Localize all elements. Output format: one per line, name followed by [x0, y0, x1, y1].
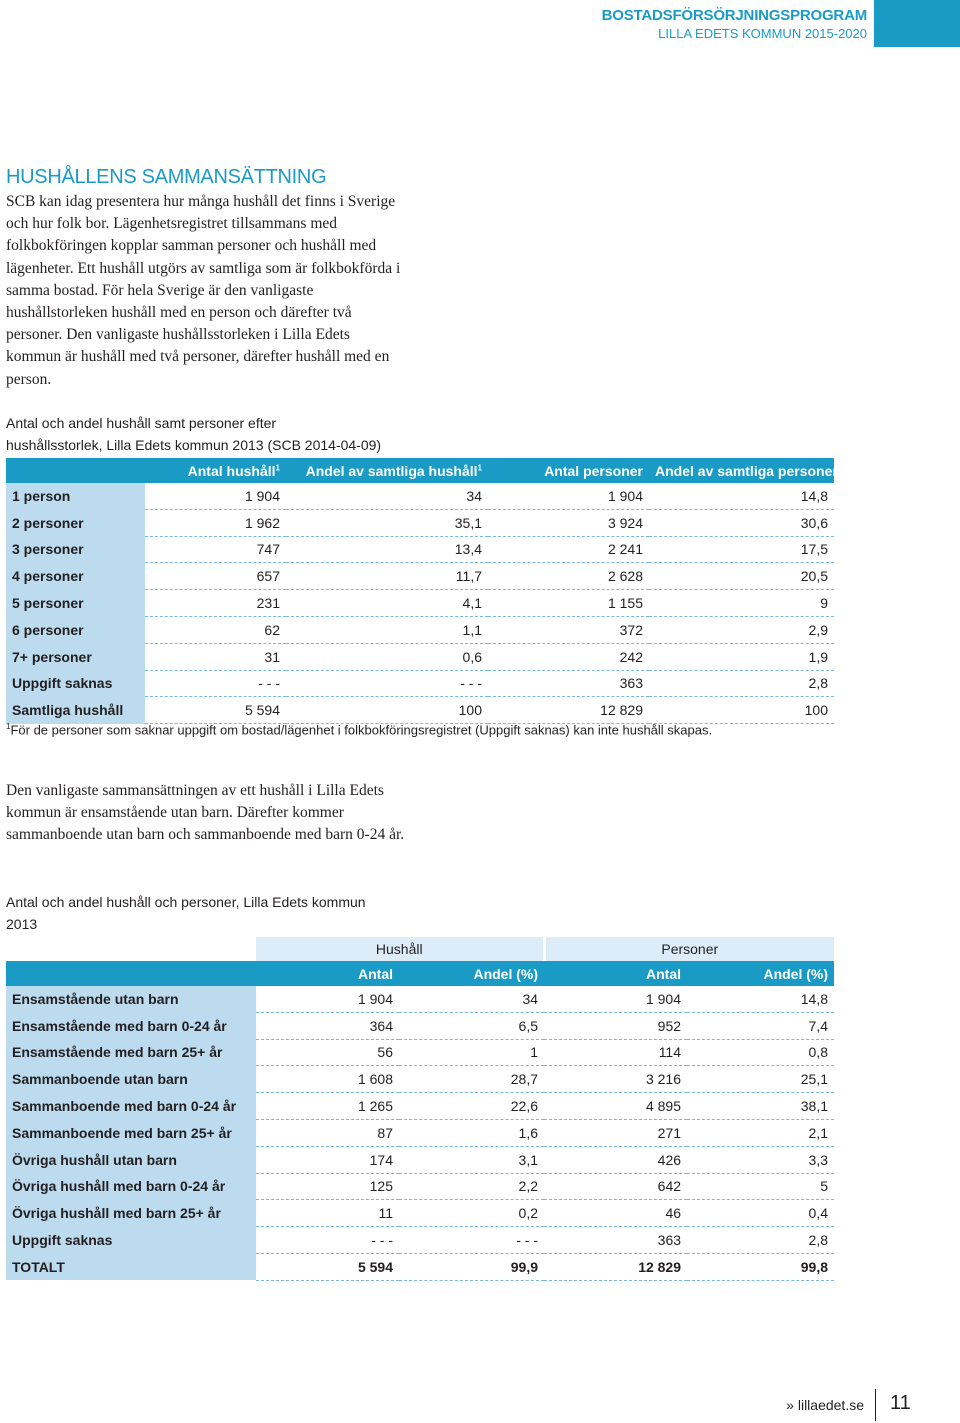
table-row — [6, 1200, 834, 1227]
table2-caption-line1: Antal och andel hushåll och personer, Lilla Edets kommun 2013 — [6, 894, 366, 932]
row-label: Övriga hushåll med barn 0-24 år — [6, 1173, 256, 1200]
cell: 0,4 — [687, 1200, 834, 1227]
row-label: 6 personer — [6, 616, 145, 643]
row-label: Ensamstående med barn 0-24 år — [6, 1012, 256, 1039]
table2-header-col1: Antal — [256, 961, 399, 986]
table-row — [6, 509, 834, 536]
table-row — [6, 1093, 834, 1120]
cell: 31 — [145, 643, 286, 670]
cell: 34 — [399, 986, 544, 1012]
cell: 1,6 — [399, 1119, 544, 1146]
table1-caption — [6, 412, 386, 456]
cell: 87 — [256, 1119, 399, 1146]
table1-caption-line1: Antal och andel hushåll samt personer efter — [6, 415, 277, 431]
table1-caption-line2: hushållsstorlek, Lilla Edets kommun 2013 (SCB 2014-04-09) — [6, 437, 382, 453]
table-row — [6, 643, 834, 670]
composition-paragraph: Den vanligaste sammansättningen av ett hushåll i Lilla Edets kommun är ensamstående utan barn. Därefter kommer sammanboende utan barn och sammanboende med barn 0-24 år. — [6, 782, 405, 844]
table-row — [6, 1012, 834, 1039]
cell: 1 904 — [488, 483, 649, 509]
row-label: Övriga hushåll med barn 25+ år — [6, 1200, 256, 1227]
cell: 1,9 — [649, 643, 834, 670]
table1-header-row — [6, 458, 834, 483]
table-total-row — [6, 1253, 834, 1280]
cell: 271 — [544, 1119, 687, 1146]
cell: 7,4 — [687, 1012, 834, 1039]
cell: 99,8 — [687, 1253, 834, 1280]
row-label: 5 personer — [6, 590, 145, 617]
table-row — [6, 1039, 834, 1066]
cell: 11 — [256, 1200, 399, 1227]
table2-group-corner — [6, 937, 256, 961]
table2-group-hushall: Hushåll — [256, 937, 544, 961]
page-number: 11 — [890, 1392, 911, 1414]
cell: 231 — [145, 590, 286, 617]
row-label: Uppgift saknas — [6, 1227, 256, 1254]
table1-header-col2: Andel av samtliga hushåll$^1$ — [286, 458, 488, 483]
document-subtitle: LILLA EDETS KOMMUN 2015-2020 — [658, 26, 867, 41]
cell: 56 — [256, 1039, 399, 1066]
cell: 12 829 — [544, 1253, 687, 1280]
cell: 242 — [488, 643, 649, 670]
row-label: 1 person — [6, 483, 145, 509]
cell: 3 924 — [488, 509, 649, 536]
cell: 20,5 — [649, 563, 834, 590]
cell: 4 895 — [544, 1093, 687, 1120]
cell: 1 962 — [145, 509, 286, 536]
cell: 364 — [256, 1012, 399, 1039]
cell: 372 — [488, 616, 649, 643]
table2-group-personer: Personer — [544, 937, 834, 961]
table-row — [6, 1146, 834, 1173]
table2-header-row — [6, 961, 834, 986]
cell: - - - — [399, 1227, 544, 1254]
table-row — [6, 563, 834, 590]
header-text — [602, 7, 867, 41]
cell: 28,7 — [399, 1066, 544, 1093]
cell: 1 265 — [256, 1093, 399, 1120]
cell: 17,5 — [649, 536, 834, 563]
cell: - - - — [286, 670, 488, 697]
cell: 0,8 — [687, 1039, 834, 1066]
row-label: Sammanboende utan barn — [6, 1066, 256, 1093]
table-row — [6, 1066, 834, 1093]
table1-header-col1: Antal hushåll$^1$ — [145, 458, 286, 483]
cell: 2 628 — [488, 563, 649, 590]
table1-body — [6, 483, 834, 724]
row-label: 7+ personer — [6, 643, 145, 670]
table1-header-col3: Antal personer — [488, 458, 649, 483]
cell: 34 — [286, 483, 488, 509]
cell: 3 216 — [544, 1066, 687, 1093]
cell: 1 155 — [488, 590, 649, 617]
table-row — [6, 590, 834, 617]
cell: 38,1 — [687, 1093, 834, 1120]
table2-body — [6, 986, 834, 1280]
table1-header-col4: Andel av samtliga personer — [649, 458, 834, 483]
row-label: Ensamstående med barn 25+ år — [6, 1039, 256, 1066]
cell: 12 829 — [488, 697, 649, 724]
cell: 2 241 — [488, 536, 649, 563]
cell: 174 — [256, 1146, 399, 1173]
row-label: Uppgift saknas — [6, 670, 145, 697]
cell: 0,6 — [286, 643, 488, 670]
table2-header-col4: Andel (%) — [687, 961, 834, 986]
row-label: 4 personer — [6, 563, 145, 590]
table-row — [6, 670, 834, 697]
household-composition-table — [6, 937, 834, 1281]
cell: 2,1 — [687, 1119, 834, 1146]
row-label: 2 personer — [6, 509, 145, 536]
cell: 363 — [488, 670, 649, 697]
cell: 1 904 — [145, 483, 286, 509]
intro-paragraph: SCB kan idag presentera hur många hushåll det finns i Sverige och hur folk bor. Lägenhetsregistret tillsammans med folkbokföringen kopplar samman personer och hushåll med lägenheter. Ett hushåll utgörs av samtliga som är folkbokförda i samma bostad. För hela Sverige är den vanligaste hushållstorleken hushåll med en person och därefter två personer. Den vanligaste hushållsstorleken i Lilla Edets kommun är hushåll med två personer, därefter hushåll med en person. — [6, 193, 401, 388]
cell: 1 904 — [256, 986, 399, 1012]
row-label: Övriga hushåll utan barn — [6, 1146, 256, 1173]
table2-header-col3: Antal — [544, 961, 687, 986]
cell: 642 — [544, 1173, 687, 1200]
cell: 952 — [544, 1012, 687, 1039]
table-row — [6, 1227, 834, 1254]
cell: 2,8 — [687, 1227, 834, 1254]
cell: 30,6 — [649, 509, 834, 536]
row-label: Ensamstående utan barn — [6, 986, 256, 1012]
header-color-block — [874, 0, 960, 47]
row-label: 3 personer — [6, 536, 145, 563]
row-label: Sammanboende med barn 0-24 år — [6, 1093, 256, 1120]
cell: 46 — [544, 1200, 687, 1227]
cell: 99,9 — [399, 1253, 544, 1280]
table-row — [6, 483, 834, 509]
cell: 1,1 — [286, 616, 488, 643]
household-size-table — [6, 458, 838, 724]
cell: 5 594 — [256, 1253, 399, 1280]
cell: 5 594 — [145, 697, 286, 724]
row-label: TOTALT — [6, 1253, 256, 1280]
cell: 22,6 — [399, 1093, 544, 1120]
cell: 125 — [256, 1173, 399, 1200]
document-title: BOSTADSFÖRSÖRJNINGSPROGRAM — [601, 7, 867, 24]
cell: 657 — [145, 563, 286, 590]
table-row — [6, 697, 834, 724]
row-label: Sammanboende med barn 25+ år — [6, 1119, 256, 1146]
cell: 747 — [145, 536, 286, 563]
cell: 363 — [544, 1227, 687, 1254]
cell: 5 — [687, 1173, 834, 1200]
table1-footnote: $^1$För de personer som saknar uppgift om bostad/lägenhet i folkbokföringsregistret (Uppgift saknas) kan inte hushåll skapas. — [6, 722, 713, 738]
cell: 13,4 — [286, 536, 488, 563]
cell: 4,1 — [286, 590, 488, 617]
cell: 426 — [544, 1146, 687, 1173]
website-link[interactable]: » lillaedet.se — [786, 1397, 864, 1413]
cell: 3,1 — [399, 1146, 544, 1173]
table-row — [6, 1173, 834, 1200]
cell: 6,5 — [399, 1012, 544, 1039]
table-row — [6, 1119, 834, 1146]
cell: 114 — [544, 1039, 687, 1066]
cell: 9 — [649, 590, 834, 617]
section-title: HUSHÅLLENS SAMMANSÄTTNING — [6, 166, 327, 188]
cell: 100 — [649, 697, 834, 724]
cell: 1 608 — [256, 1066, 399, 1093]
table2-header-col2: Andel (%) — [399, 961, 544, 986]
row-label: Samtliga hushåll — [6, 697, 145, 724]
table-row — [6, 616, 834, 643]
cell: 3,3 — [687, 1146, 834, 1173]
cell: 0,2 — [399, 1200, 544, 1227]
cell: - - - — [256, 1227, 399, 1254]
cell: - - - — [145, 670, 286, 697]
table2-group-row — [6, 937, 834, 961]
table-row — [6, 536, 834, 563]
cell: 100 — [286, 697, 488, 724]
table-row — [6, 986, 834, 1012]
cell: 14,8 — [649, 483, 834, 509]
table2-header-corner — [6, 961, 256, 986]
cell: 1 — [399, 1039, 544, 1066]
cell: 62 — [145, 616, 286, 643]
cell: 35,1 — [286, 509, 488, 536]
cell: 25,1 — [687, 1066, 834, 1093]
cell: 1 904 — [544, 986, 687, 1012]
cell: 14,8 — [687, 986, 834, 1012]
cell: 2,8 — [649, 670, 834, 697]
cell: 2,2 — [399, 1173, 544, 1200]
cell: 2,9 — [649, 616, 834, 643]
table1-header-corner — [6, 458, 145, 483]
cell: 11,7 — [286, 563, 488, 590]
footer-divider — [875, 1389, 876, 1421]
